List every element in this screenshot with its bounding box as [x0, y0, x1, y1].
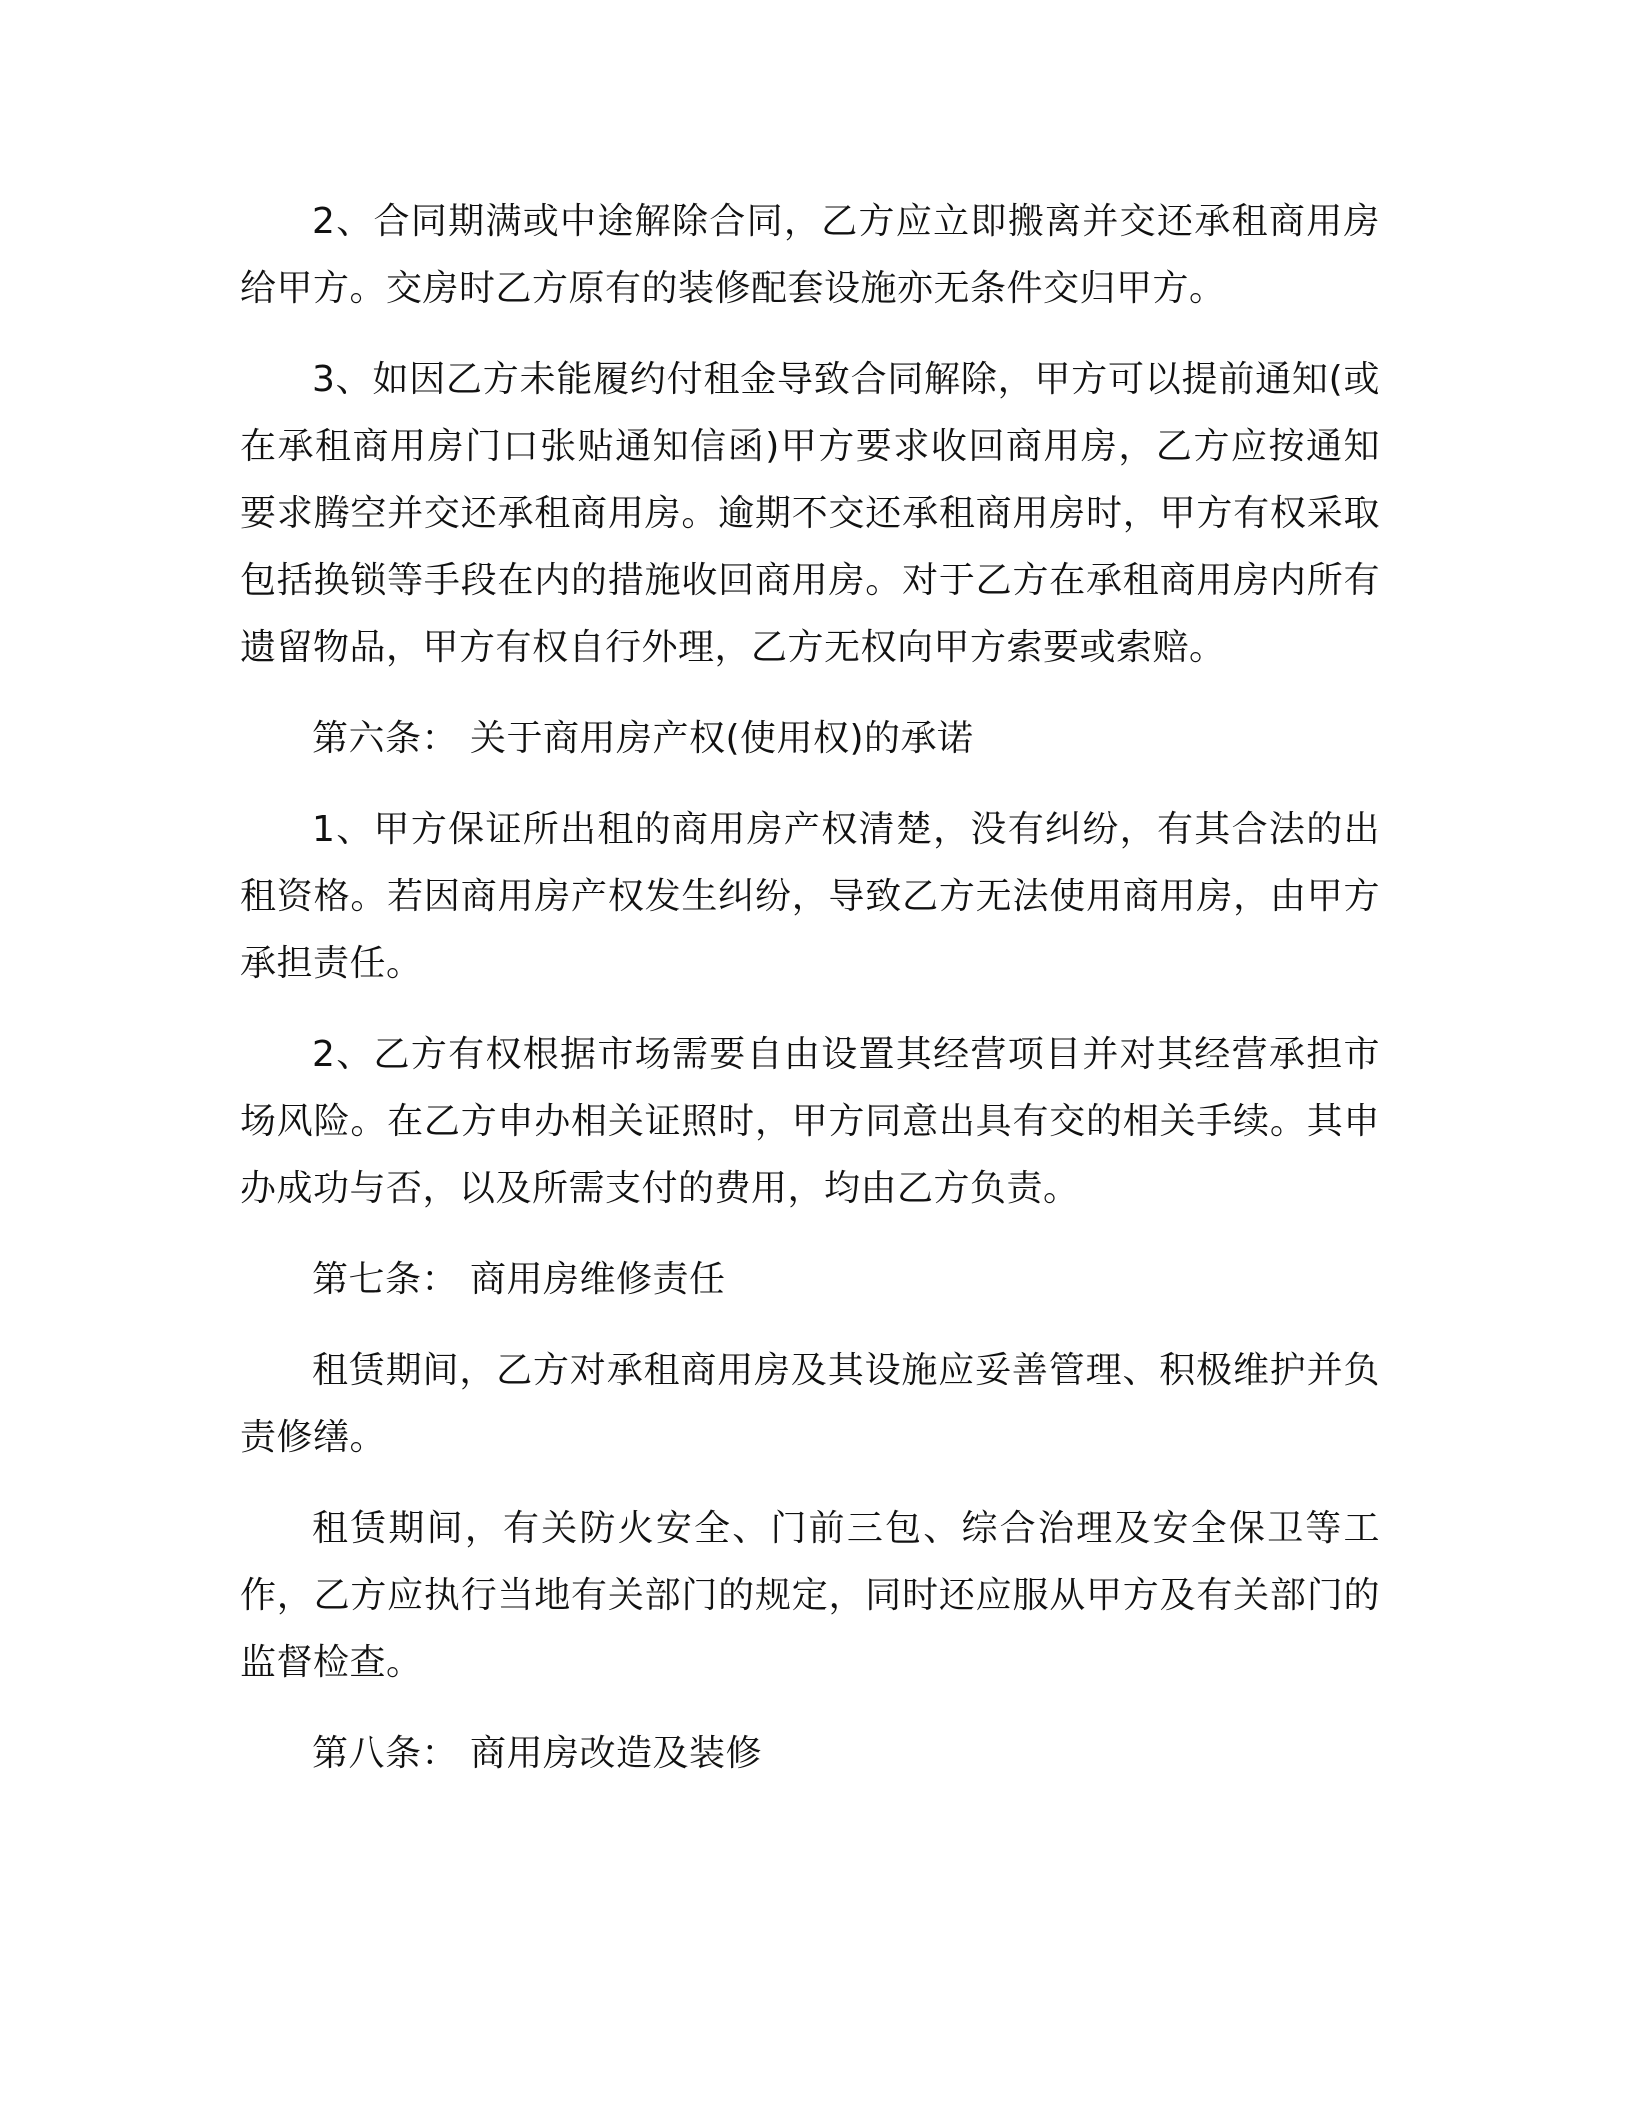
article-6-heading: 第六条： 关于商用房产权(使用权)的承诺: [312, 718, 974, 759]
article-8-heading: 第八条： 商用房改造及装修: [312, 1733, 762, 1774]
paragraph-clause-6-2: 2、乙方有权根据市场需要自由设置其经营项目并对其经营承担市场风险。在乙方申办相关证照时，甲方同意出具有交的相关手续。其申办成功与否，以及所需支付的费用，均由乙方负责。: [240, 1034, 1380, 1209]
article-7-heading: 第七条： 商用房维修责任: [312, 1259, 726, 1300]
paragraph-clause-5-2: 2、合同期满或中途解除合同，乙方应立即搬离并交还承租商用房给甲方。交房时乙方原有的装修配套设施亦无条件交归甲方。: [240, 201, 1380, 309]
paragraph-clause-7-b: 租赁期间，有关防火安全、门前三包、综合治理及安全保卫等工作，乙方应执行当地有关部门的规定，同时还应服从甲方及有关部门的监督检查。: [240, 1508, 1380, 1683]
paragraph-clause-5-3: 3、如因乙方未能履约付租金导致合同解除，甲方可以提前通知(或在承租商用房门口张贴通知信函)甲方要求收回商用房，乙方应按通知要求腾空并交还承租商用房。逾期不交还承租商用房时，甲方有权采取包括换锁等手段在内的措施收回商用房。对于乙方在承租商用房内所有遗留物品，甲方有权自行外理，乙方无权向甲方索要或索赔。: [240, 359, 1380, 668]
paragraph-clause-7-a: 租赁期间，乙方对承租商用房及其设施应妥善管理、积极维护并负责修缮。: [240, 1350, 1380, 1458]
document-body: [240, 188, 1380, 1811]
paragraph-clause-6-1: 1、甲方保证所出租的商用房产权清楚，没有纠纷，有其合法的出租资格。若因商用房产权发生纠纷，导致乙方无法使用商用房，由甲方承担责任。: [240, 809, 1380, 984]
